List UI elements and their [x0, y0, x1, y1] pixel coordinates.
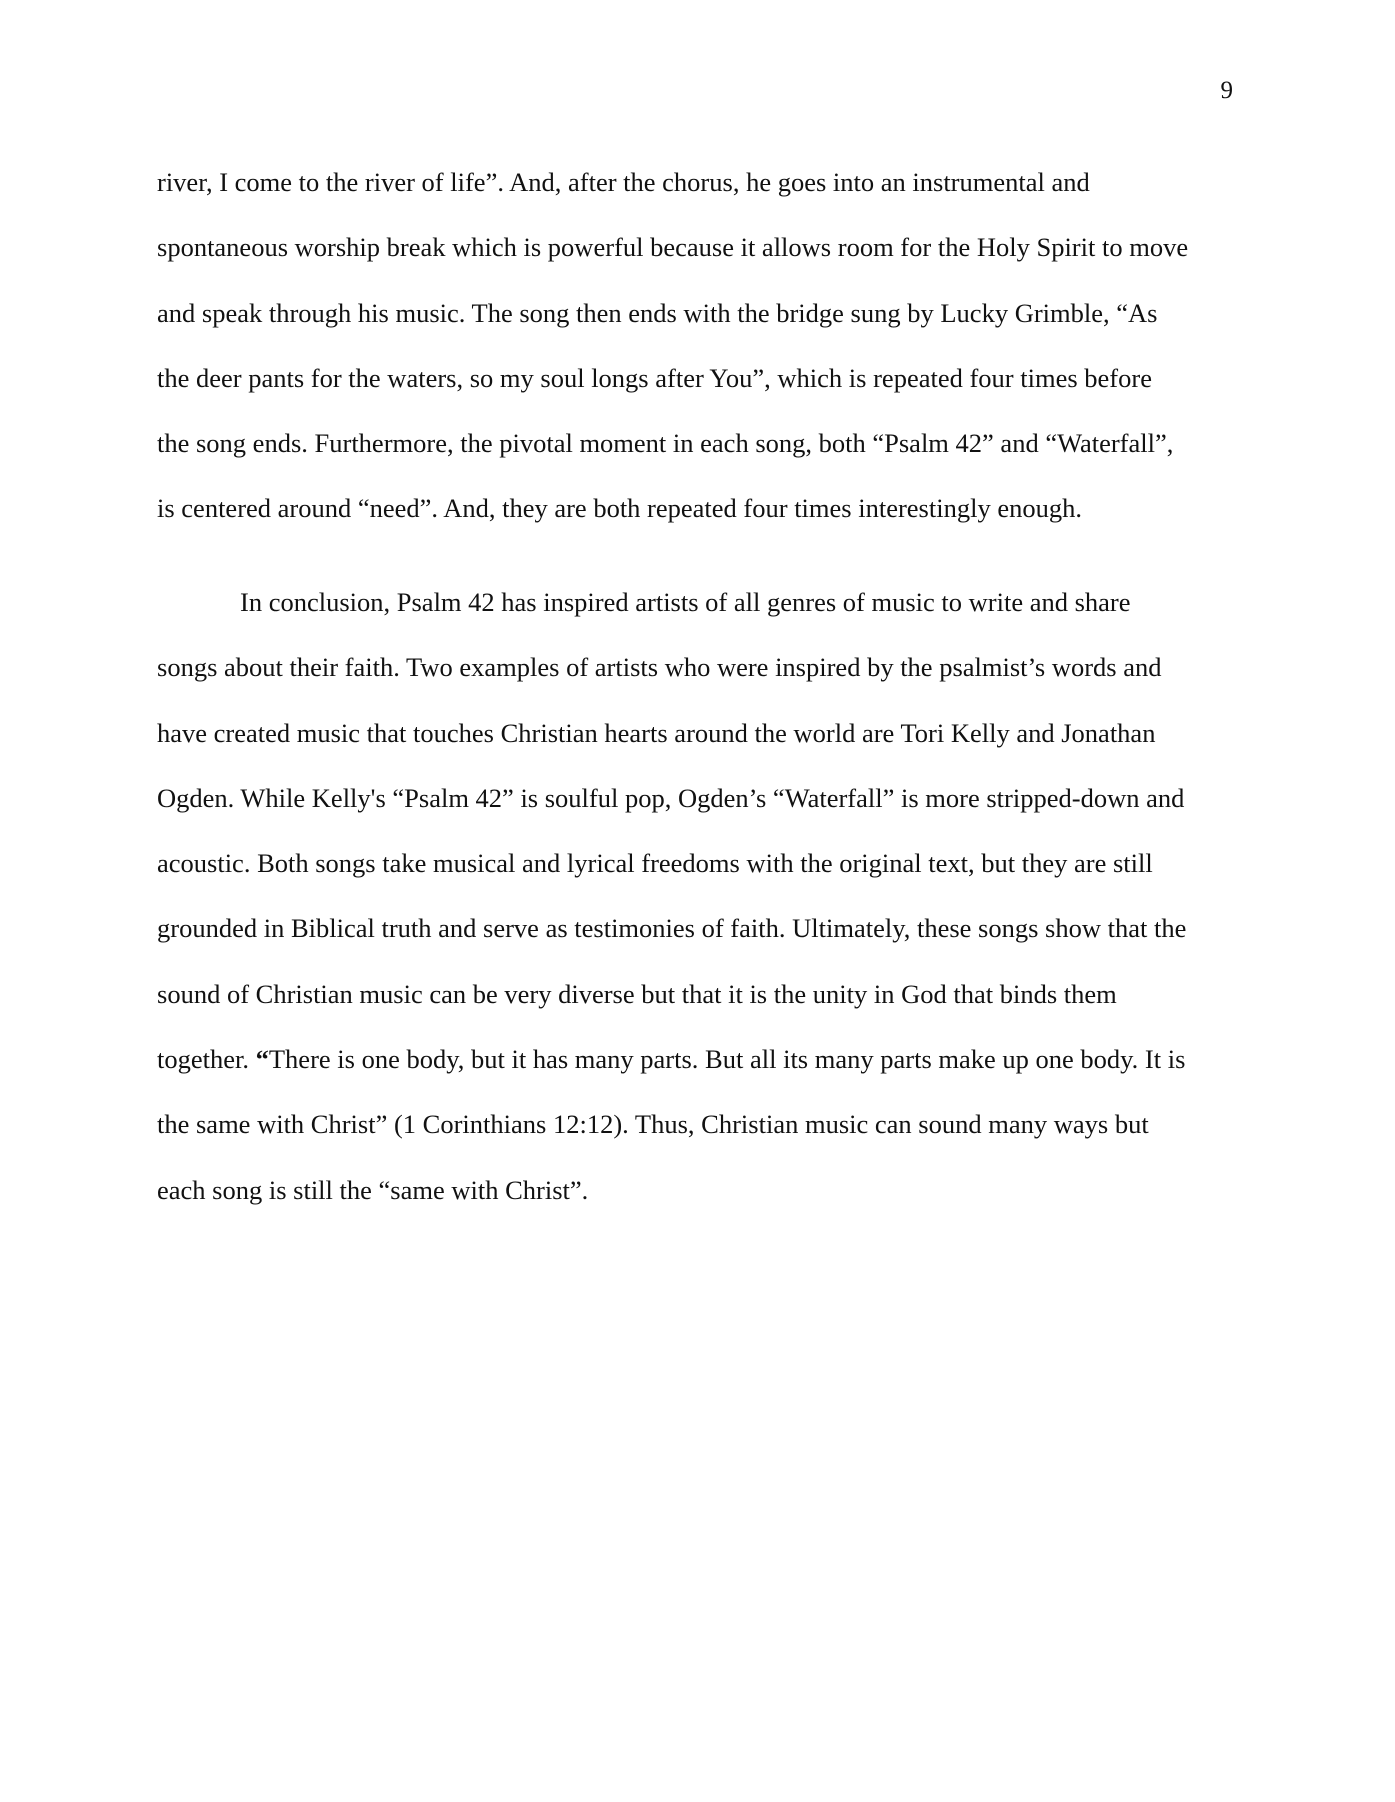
text-line: grounded in Biblical truth and serve as testimonies of faith. Ultimately, these songs show that the — [157, 913, 1187, 944]
text-line: the deer pants for the waters, so my soul longs after You”, which is repeated four times before — [157, 362, 1152, 393]
text-line: Ogden. While Kelly's “Psalm 42” is soulful pop, Ogden’s “Waterfall” is more stripped-down and — [157, 782, 1185, 813]
text-line: In conclusion, Psalm 42 has inspired artists of all genres of music to write and share — [240, 587, 1131, 617]
text-line — [157, 1027, 1241, 1092]
text-segment: together. — [157, 1044, 256, 1075]
paragraph-conclusion — [157, 570, 1241, 1223]
page-number: 9 — [1220, 77, 1233, 104]
text-line: the same with Christ” (1 Corinthians 12:12). Thus, Christian music can sound many ways but — [157, 1109, 1149, 1140]
text-line: and speak through his music. The song then ends with the bridge sung by Lucky Grimble, “As — [157, 297, 1158, 328]
text-line: have created music that touches Christian hearts around the world are Tori Kelly and Jonathan — [157, 717, 1156, 748]
text-line: songs about their faith. Two examples of artists who were inspired by the psalmist’s words and — [157, 652, 1162, 683]
text-line: sound of Christian music can be very diverse but that it is the unity in God that binds them — [157, 978, 1117, 1009]
text-segment: There is one body, but it has many parts. But all its many parts make up one body. It is — [268, 1044, 1186, 1075]
text-line: spontaneous worship break which is powerful because it allows room for the Holy Spirit to move — [157, 232, 1189, 263]
text-line: the song ends. Furthermore, the pivotal moment in each song, both “Psalm 42” and “Waterfall”, — [157, 428, 1174, 459]
text-line: each song is still the “same with Christ”. — [157, 1174, 589, 1205]
bold-quote-mark: “ — [255, 1044, 269, 1075]
text-line: acoustic. Both songs take musical and lyrical freedoms with the original text, but they are still — [157, 848, 1153, 879]
text-line: river, I come to the river of life”. And, after the chorus, he goes into an instrumental and — [157, 167, 1090, 197]
paragraph-continuation — [157, 150, 1241, 542]
text-line: is centered around “need”. And, they are both repeated four times interestingly enough. — [157, 493, 1082, 524]
